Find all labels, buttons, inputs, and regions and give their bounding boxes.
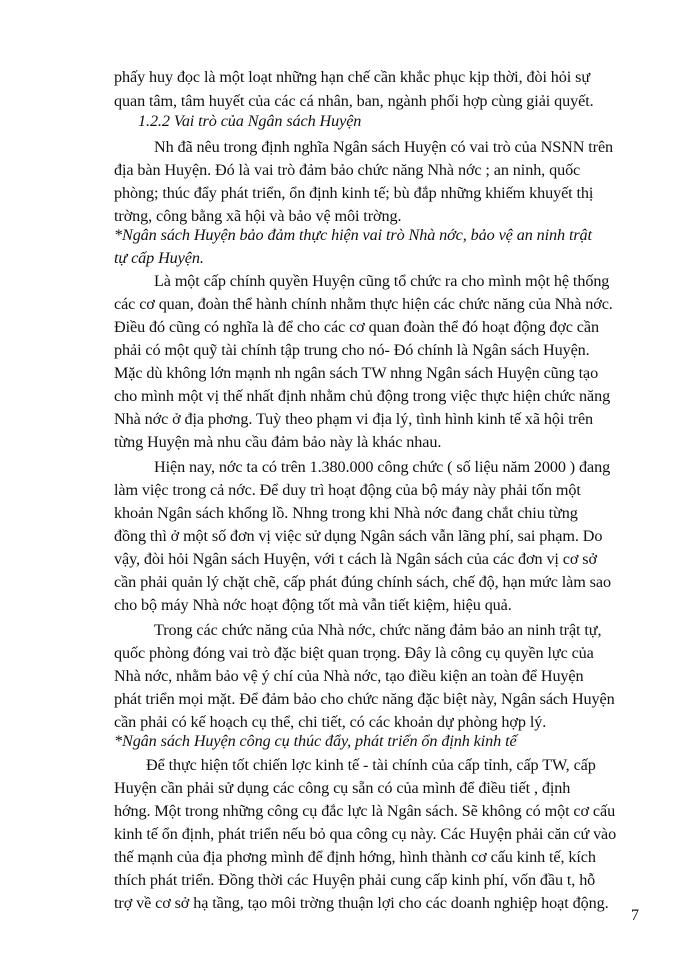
paragraph-line: vậy, đòi hỏi Ngân sách Huyện, với t cách là Ngân sách của các đơn vị cơ sở	[114, 550, 597, 568]
paragraph-line: làm việc trong cả nớc. Để duy trì hoạt động của bộ máy này phải tốn một	[114, 481, 581, 499]
paragraph-line: Mặc dù không lớn mạnh nh ngân sách TW nhng Ngân sách Huyện cũng tạo	[114, 364, 599, 382]
section-heading: 1.2.2 Vai trò của Ngân sách Huyện	[138, 112, 362, 130]
paragraph-line: Để thực hiện tốt chiến lợc kinh tế - tài chính của cấp tỉnh, cấp TW, cấp	[146, 756, 596, 774]
paragraph-line: phải có một quỹ tài chính tập trung cho nó- Đó chính là Ngân sách Huyện.	[114, 341, 590, 359]
paragraph-line: đồng thì ở một số đơn vị việc sử dụng Ngân sách vẫn lãng phí, sai phạm. Do	[114, 527, 603, 545]
paragraph-line: Hiện nay, nớc ta có trên 1.380.000 công chức ( số liệu năm 2000 ) đang	[154, 458, 611, 476]
paragraph-line: trợ về cơ sở hạ tầng, tạo môi trờng thuận lợi cho các doanh nghiệp hoạt động.	[114, 894, 609, 912]
paragraph-line: các cơ quan, đoàn thể hành chính nhằm thực hiện các chức năng của Nhà nớc.	[114, 295, 613, 313]
paragraph-line: cho bộ máy Nhà nớc hoạt động tốt mà vẫn tiết kiệm, hiệu quả.	[114, 596, 512, 614]
subheading-line: tự cấp Huyện.	[114, 249, 204, 267]
paragraph-line: thích phát triển. Đồng thời các Huyện phải cung cấp kinh phí, vốn đầu t, hỗ	[114, 871, 596, 889]
paragraph-line: Nh đã nêu trong định nghĩa Ngân sách Huyện có vai trò của NSNN trên	[154, 138, 614, 156]
paragraph-line: Là một cấp chính quyền Huyện cũng tổ chức ra cho mình một hệ thống	[154, 272, 610, 290]
paragraph-line: phòng; thúc đẩy phát triển, ổn định kinh tế; bù đắp những khiếm khuyết thị	[114, 184, 594, 202]
paragraph-line: kinh tế ổn định, phát triển nếu bỏ qua công cụ này. Các Huyện phải căn cứ vào	[114, 825, 617, 843]
paragraph-line: Trong các chức năng của Nhà nớc, chức năng đảm bảo an ninh trật tự,	[154, 621, 602, 639]
paragraph-line: cần phải có kế hoạch cụ thể, chi tiết, có các khoản dự phòng hợp lý.	[114, 713, 547, 731]
paragraph-line: cho mình một vị thế nhất định nhằm chủ động trong việc thực hiện chức năng	[114, 387, 611, 405]
paragraph-line: phấy huy đọc là một loạt những hạn chế cần khắc phục kịp thời, đòi hỏi sự	[114, 68, 591, 86]
subheading-line: *Ngân sách Huyện công cụ thúc đẩy, phát triển ổn định kinh tế	[114, 732, 517, 750]
page-number: 7	[631, 907, 639, 924]
paragraph-line: Điều đó cũng có nghĩa là để cho các cơ quan đoàn thể đó hoạt động đợc cần	[114, 318, 599, 336]
paragraph-line: trờng, công bằng xã hội và bảo vệ môi trờng.	[114, 207, 402, 225]
paragraph-line: địa bàn Huyện. Đó là vai trò đảm bảo chức năng Nhà nớc ; an ninh, quốc	[114, 161, 581, 179]
paragraph-line: quan tâm, tâm huyết của các cá nhân, ban, ngành phối hợp cùng giải quyết.	[114, 92, 594, 110]
paragraph-line: khoản Ngân sách khổng lồ. Nhng trong khi Nhà nớc đang chắt chiu từng	[114, 504, 578, 522]
paragraph-line: Huyện cần phải sử dụng các công cụ sẵn có của mình để điều tiết , định	[114, 779, 571, 797]
paragraph-line: từng Huyện mà nhu cầu đảm bảo này là khác nhau.	[114, 433, 442, 451]
paragraph-line: hớng. Một trong những công cụ đắc lực là Ngân sách. Sẽ không có một cơ cấu	[114, 802, 616, 820]
paragraph-line: Nhà nớc, nhằm bảo vệ ý chí của Nhà nớc, tạo điều kiện an toàn để Huyện	[114, 667, 584, 685]
paragraph-line: phát triển mọi mặt. Để đảm bảo cho chức năng đặc biệt này, Ngân sách Huyện	[114, 690, 615, 708]
paragraph-line: thế mạnh của địa phơng mình để định hớng, hình thành cơ cấu kinh tế, kích	[114, 848, 596, 866]
paragraph-line: Nhà nớc ở địa phơng. Tuỳ theo phạm vi địa lý, tình hình kinh tế xã hội trên	[114, 410, 594, 428]
paragraph-line: quốc phòng đóng vai trò đặc biệt quan trọng. Đây là công cụ quyền lực của	[114, 644, 594, 662]
paragraph-line: cần phải quản lý chặt chẽ, cấp phát đúng chính sách, chế độ, hạn mức làm sao	[114, 573, 611, 591]
subheading-line: *Ngân sách Huyện bảo đảm thực hiện vai trò Nhà nớc, bảo vệ an ninh trật	[114, 226, 592, 244]
